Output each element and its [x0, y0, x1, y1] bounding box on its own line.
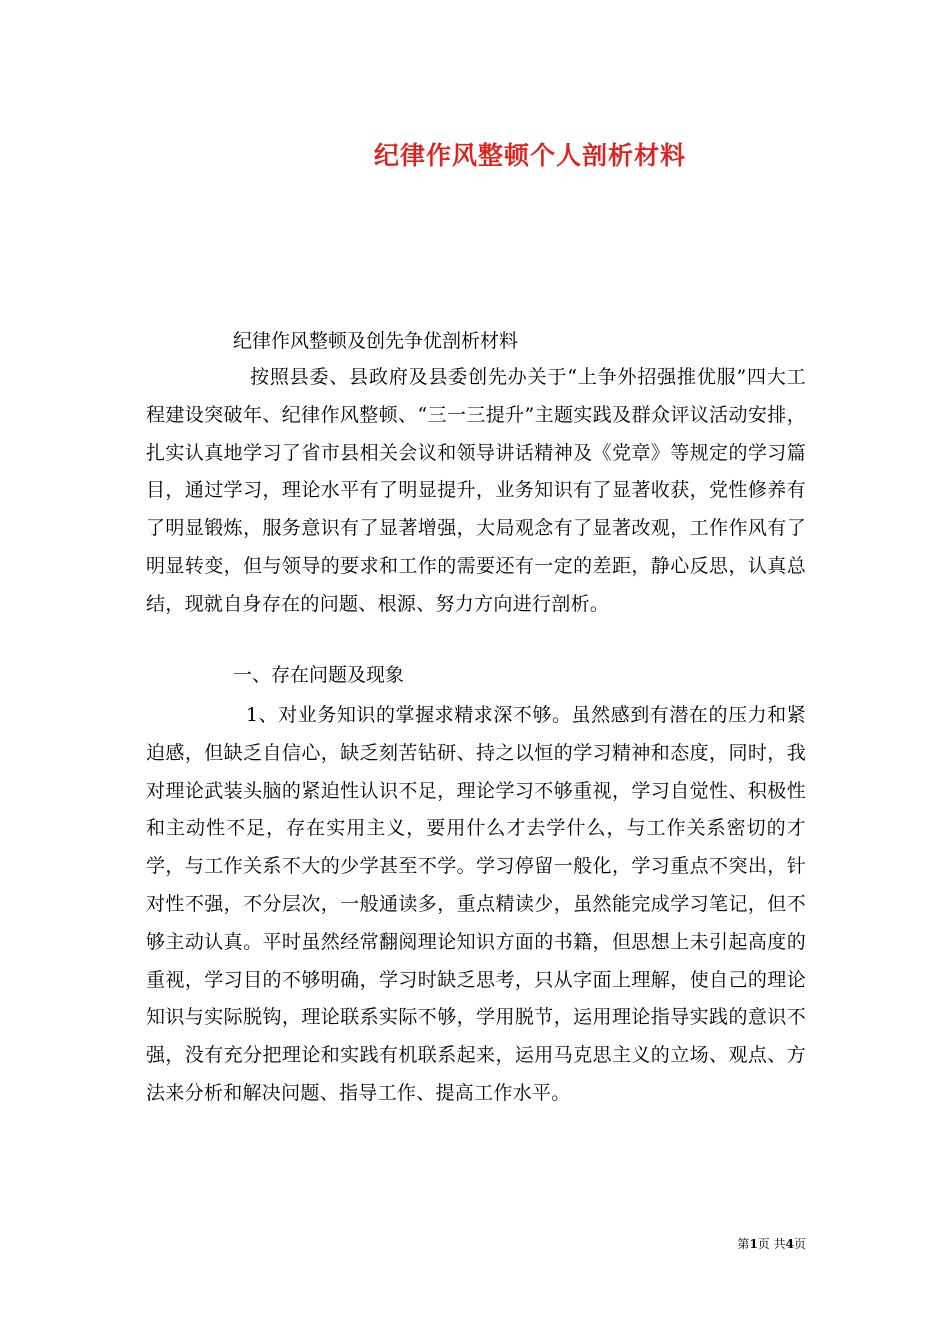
- footer-prefix: 第: [737, 1237, 750, 1251]
- footer-total-pages: 4: [785, 1237, 794, 1251]
- issue-paragraph-text: 1、对业务知识的掌握求精求深不够。虽然感到有潜在的压力和紧迫感，但缺乏自信心，缺乏刻苦钻研、持之以恒的学习精神和态度，同时，我对理论武装头脑的紧迫性认识不足，理论学习不够重视，学习自觉性、积极性和主动性不足，存在实用主义，要用什么才去学什么，与工作关系密切的才学，与工作关系不大的少学甚至不学。学习停留一般化，学习重点不突出，针对性不强，不分层次，一般通读多，重点精读少，虽然能完成学习笔记，但不够主动认真。平时虽然经常翻阅理论知识方面的书籍，但思想上未引起高度的重视，学习目的不够明确，学习时缺乏思考，只从字面上理解，使自己的理论知识与实际脱钩，理论联系实际不够，学用脱节，运用理论指导实践的意识不强，没有充分把理论和实践有机联系起来，运用马克思主义的立场、观点、方法来分析和解决问题、指导工作、提高工作水平。: [146, 704, 806, 1104]
- intro-paragraph-text: 按照县委、县政府及县委创先办关于“上争外招强推优服”四大工程建设突破年、纪律作风整顿、“三一三提升”主题实践及群众评议活动安排，扎实认真地学习了省市县相关会议和领导讲话精神及《党章》等规定的学习篇目，通过学习，理论水平有了明显提升，业务知识有了显著收获，党性修养有了明显锻炼，服务意识有了显著增强，大局观念有了显著改观，工作作风有了明显转变，但与领导的要求和工作的需要还有一定的差距，静心反思，认真总结，现就自身存在的问题、根源、努力方向进行剖析。: [146, 366, 806, 615]
- intro-paragraph: [146, 359, 806, 624]
- footer-page-number: 1: [749, 1237, 758, 1251]
- document-title: 纪律作风整顿个人剖析材料: [373, 141, 686, 170]
- page-footer: [0, 1235, 806, 1252]
- issue-paragraph: [146, 697, 806, 1113]
- footer-suffix: 页: [793, 1237, 806, 1251]
- footer-middle: 页 共: [757, 1237, 786, 1251]
- document-subtitle: 纪律作风整顿及创先争优剖析材料: [233, 330, 519, 352]
- section-heading: 一、存在问题及现象: [233, 664, 405, 686]
